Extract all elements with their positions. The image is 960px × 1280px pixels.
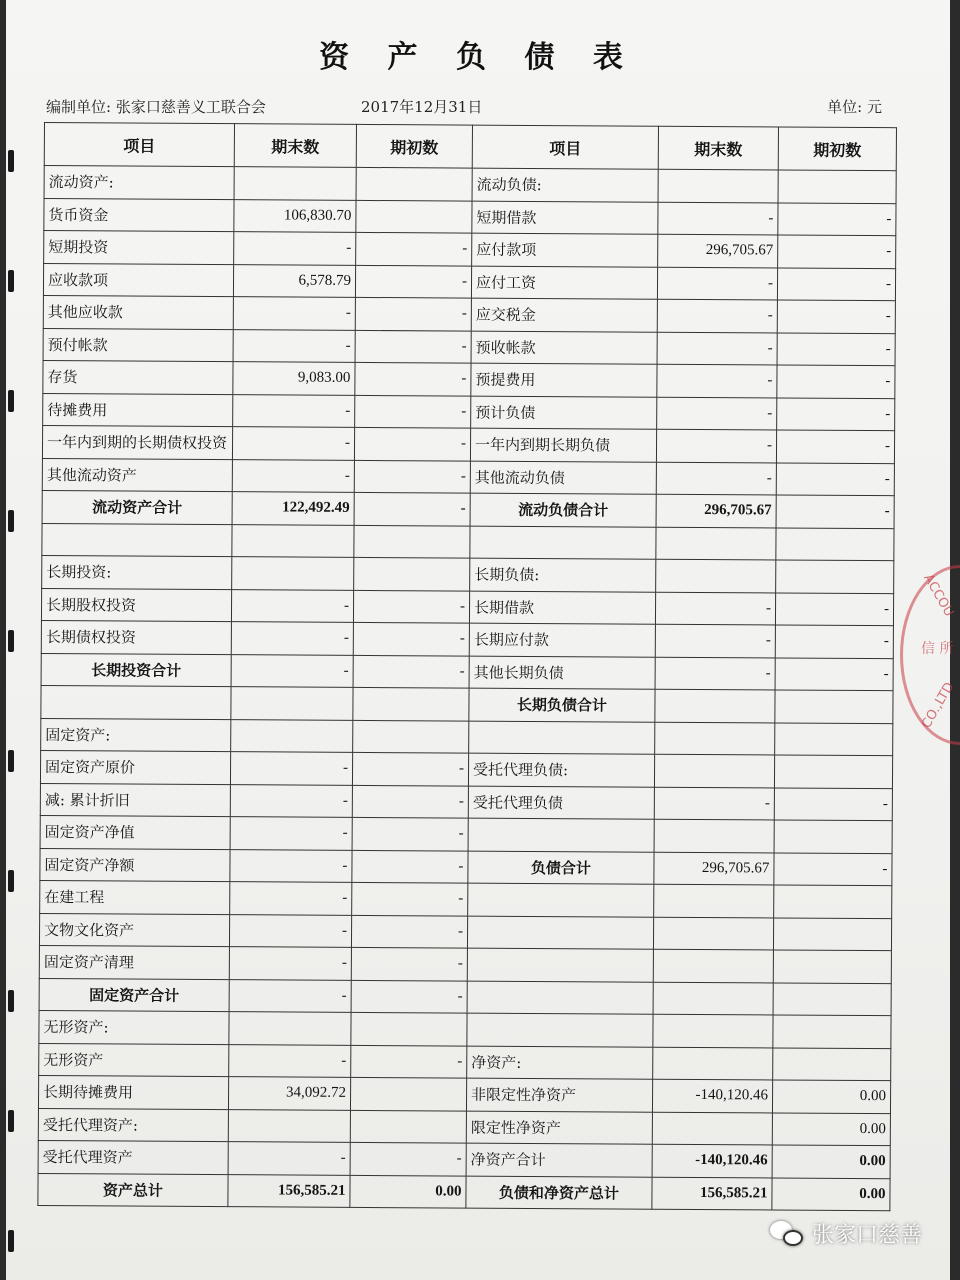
row-end-value-left bbox=[234, 167, 356, 200]
table-row bbox=[44, 166, 896, 204]
table-row bbox=[42, 425, 894, 463]
row-end-value-left: - bbox=[233, 329, 355, 362]
row-begin-value-right: - bbox=[775, 625, 893, 658]
reporting-unit: 编制单位: 张家口慈善义工联合会 bbox=[46, 98, 266, 116]
row-begin-value-right: - bbox=[775, 592, 893, 625]
row-end-value-right: 296,705.67 bbox=[658, 234, 778, 267]
row-end-value-right: - bbox=[656, 429, 776, 462]
row-item-left: 一年内到期的长期债权投资 bbox=[42, 425, 232, 459]
row-end-value-right: - bbox=[655, 657, 775, 690]
row-begin-value-left: - bbox=[355, 265, 471, 298]
row-begin-value-left: - bbox=[355, 362, 471, 395]
table-row bbox=[38, 1108, 890, 1146]
row-begin-value-left bbox=[354, 557, 470, 590]
row-end-value-right: - bbox=[657, 267, 777, 300]
row-begin-value-right: 0.00 bbox=[772, 1177, 890, 1210]
row-begin-value-left: - bbox=[353, 655, 469, 688]
row-item-right: 其他长期负债 bbox=[469, 656, 655, 690]
row-begin-value-left: - bbox=[352, 850, 468, 883]
row-item-left: 其他应收款 bbox=[43, 295, 233, 329]
row-item-right bbox=[467, 948, 653, 982]
row-begin-value-right: - bbox=[777, 267, 895, 300]
table-row bbox=[43, 360, 895, 398]
row-end-value-left: - bbox=[230, 849, 352, 882]
row-end-value-left: - bbox=[231, 622, 353, 655]
binding-hole bbox=[8, 1230, 14, 1252]
binding-hole bbox=[8, 990, 14, 1012]
table-row bbox=[39, 945, 891, 983]
row-end-value-left bbox=[232, 524, 354, 557]
row-end-value-right bbox=[653, 949, 773, 982]
row-begin-value-left: - bbox=[350, 1142, 466, 1175]
column-header: 期初数 bbox=[778, 127, 896, 171]
row-end-value-right: - bbox=[657, 332, 777, 365]
row-begin-value-left: - bbox=[351, 980, 467, 1013]
row-begin-value-right: - bbox=[774, 787, 892, 820]
column-header: 项目 bbox=[472, 125, 658, 169]
binding-hole bbox=[8, 630, 14, 652]
row-item-right: 应付款项 bbox=[472, 233, 658, 267]
row-end-value-right: - bbox=[657, 299, 777, 332]
row-begin-value-left: - bbox=[353, 622, 469, 655]
row-item-left: 其他流动资产 bbox=[42, 458, 232, 492]
row-begin-value-right: - bbox=[774, 852, 892, 885]
row-begin-value-right bbox=[776, 527, 894, 560]
row-end-value-left: - bbox=[228, 1142, 350, 1175]
row-item-left bbox=[42, 523, 232, 557]
row-item-left: 固定资产净值 bbox=[40, 815, 230, 849]
row-end-value-left: - bbox=[233, 394, 355, 427]
table-row bbox=[41, 620, 893, 658]
row-begin-value-right: - bbox=[777, 397, 895, 430]
binding-hole bbox=[8, 1110, 14, 1132]
row-end-value-left: - bbox=[231, 589, 353, 622]
row-begin-value-left bbox=[350, 1110, 466, 1143]
row-begin-value-right: 0.00 bbox=[772, 1080, 890, 1113]
row-item-right bbox=[468, 883, 654, 917]
row-begin-value-left: - bbox=[351, 1045, 467, 1078]
row-item-left: 应收款项 bbox=[43, 263, 233, 297]
row-end-value-left: - bbox=[229, 947, 351, 980]
table-row bbox=[43, 328, 895, 366]
row-item-right: 长期负债合计 bbox=[469, 688, 655, 722]
row-begin-value-right bbox=[774, 820, 892, 853]
table-row bbox=[40, 750, 892, 788]
row-item-right: 流动负债合计 bbox=[470, 493, 656, 527]
column-header: 期末数 bbox=[658, 126, 778, 170]
table-row bbox=[44, 198, 896, 236]
table-row bbox=[44, 231, 896, 269]
row-end-value-right bbox=[653, 1047, 773, 1080]
table-row bbox=[41, 718, 893, 756]
binding-hole bbox=[8, 750, 14, 772]
row-end-value-right: - bbox=[658, 202, 778, 235]
row-item-right: 受托代理负债 bbox=[468, 786, 654, 820]
row-end-value-left: - bbox=[229, 914, 351, 947]
row-begin-value-left: - bbox=[355, 395, 471, 428]
table-row bbox=[40, 880, 892, 918]
row-item-right: 负债合计 bbox=[468, 851, 654, 885]
row-end-value-left: - bbox=[229, 979, 351, 1012]
row-item-left: 资产总计 bbox=[38, 1173, 228, 1207]
row-begin-value-left: - bbox=[352, 752, 468, 785]
row-item-left: 在建工程 bbox=[40, 880, 230, 914]
table-row bbox=[38, 1140, 890, 1178]
row-begin-value-left: - bbox=[354, 427, 470, 460]
row-item-right: 净资产: bbox=[467, 1046, 653, 1080]
row-item-left: 货币资金 bbox=[44, 198, 234, 232]
table-row bbox=[42, 490, 894, 528]
row-end-value-right bbox=[652, 1112, 772, 1145]
row-end-value-left: - bbox=[234, 232, 356, 265]
row-item-left: 减: 累计折旧 bbox=[40, 783, 230, 817]
row-begin-value-left: - bbox=[355, 330, 471, 363]
row-begin-value-left: - bbox=[356, 232, 472, 265]
row-item-right: 流动负债: bbox=[472, 168, 658, 202]
row-begin-value-left: - bbox=[352, 817, 468, 850]
row-end-value-left: - bbox=[232, 427, 354, 460]
row-item-left: 无形资产 bbox=[39, 1043, 229, 1077]
row-begin-value-right: - bbox=[776, 430, 894, 463]
table-row bbox=[41, 685, 893, 723]
row-begin-value-right: - bbox=[777, 300, 895, 333]
row-begin-value-left: - bbox=[352, 785, 468, 818]
row-begin-value-left: - bbox=[354, 460, 470, 493]
row-end-value-left bbox=[228, 1109, 350, 1142]
row-end-value-right bbox=[654, 884, 774, 917]
row-end-value-right: - bbox=[655, 624, 775, 657]
row-item-left: 文物文化资产 bbox=[39, 913, 229, 947]
row-end-value-left: 6,578.79 bbox=[233, 264, 355, 297]
row-item-right bbox=[470, 526, 656, 560]
row-item-left: 流动资产合计 bbox=[42, 490, 232, 524]
row-end-value-right: -140,120.46 bbox=[652, 1079, 772, 1112]
row-end-value-left: - bbox=[232, 459, 354, 492]
table-row bbox=[42, 523, 894, 561]
row-end-value-right bbox=[655, 722, 775, 755]
row-end-value-right bbox=[655, 689, 775, 722]
row-end-value-left: 34,092.72 bbox=[228, 1077, 350, 1110]
row-end-value-right: - bbox=[657, 364, 777, 397]
row-item-right: 负债和净资产总计 bbox=[466, 1176, 652, 1210]
row-item-left: 长期债权投资 bbox=[41, 620, 231, 654]
row-end-value-left: - bbox=[229, 1044, 351, 1077]
row-item-left: 长期股权投资 bbox=[41, 588, 231, 622]
column-header: 项目 bbox=[44, 123, 234, 167]
row-item-right: 受托代理负债: bbox=[468, 753, 654, 787]
row-item-right: 预计负债 bbox=[471, 396, 657, 430]
row-begin-value-right: 0.00 bbox=[772, 1112, 890, 1145]
table-row bbox=[43, 263, 895, 301]
table-row bbox=[39, 1043, 891, 1081]
row-begin-value-left: - bbox=[351, 915, 467, 948]
row-begin-value-right bbox=[773, 1015, 891, 1048]
row-begin-value-right: - bbox=[778, 202, 896, 235]
row-end-value-right bbox=[658, 169, 778, 202]
binding-hole bbox=[8, 270, 14, 292]
row-end-value-right bbox=[653, 917, 773, 950]
row-item-left: 存货 bbox=[43, 360, 233, 394]
watermark-text: 张家口慈善 bbox=[812, 1223, 923, 1248]
row-end-value-left: - bbox=[230, 784, 352, 817]
row-item-left: 受托代理资产: bbox=[38, 1108, 228, 1142]
row-item-right: 限定性净资产 bbox=[466, 1111, 652, 1145]
row-item-left: 无形资产: bbox=[39, 1010, 229, 1044]
row-begin-value-right bbox=[774, 755, 892, 788]
document-page bbox=[6, 0, 950, 1280]
row-begin-value-left bbox=[353, 720, 469, 753]
row-item-right bbox=[467, 981, 653, 1015]
row-item-left: 待摊费用 bbox=[43, 393, 233, 427]
row-item-left: 短期投资 bbox=[44, 231, 234, 265]
row-end-value-left: - bbox=[233, 297, 355, 330]
currency-unit: 单位: 元 bbox=[827, 98, 882, 116]
row-begin-value-right bbox=[773, 1047, 891, 1080]
binding-hole bbox=[8, 150, 14, 172]
row-begin-value-right bbox=[773, 982, 891, 1015]
column-header: 期末数 bbox=[234, 124, 356, 168]
table-row bbox=[42, 555, 894, 593]
row-item-left: 固定资产: bbox=[41, 718, 231, 752]
wechat-icon bbox=[770, 1219, 804, 1249]
table-row bbox=[41, 588, 893, 626]
row-begin-value-left: - bbox=[355, 297, 471, 330]
row-begin-value-right: - bbox=[777, 332, 895, 365]
row-item-right: 长期负债: bbox=[470, 558, 656, 592]
row-end-value-right bbox=[656, 527, 776, 560]
row-item-right: 应交税金 bbox=[471, 298, 657, 332]
table-header-row bbox=[44, 123, 896, 171]
row-item-left: 长期投资合计 bbox=[41, 653, 231, 687]
report-date: 2017年12月31日 bbox=[361, 98, 483, 116]
row-end-value-right bbox=[653, 982, 773, 1015]
row-item-right: 一年内到期长期负债 bbox=[470, 428, 656, 462]
table-row bbox=[43, 393, 895, 431]
row-item-right bbox=[467, 916, 653, 950]
binding-holes bbox=[6, 0, 26, 1280]
row-end-value-right: -140,120.46 bbox=[652, 1144, 772, 1177]
accounting-firm-stamp: ACCOU 信 所 CO.,LTD bbox=[900, 565, 960, 745]
row-begin-value-right: 0.00 bbox=[772, 1145, 890, 1178]
row-item-left: 固定资产净额 bbox=[40, 848, 230, 882]
row-end-value-left bbox=[231, 719, 353, 752]
row-item-right: 长期借款 bbox=[469, 591, 655, 625]
row-begin-value-right bbox=[774, 885, 892, 918]
row-begin-value-left bbox=[354, 525, 470, 558]
binding-hole bbox=[8, 390, 14, 412]
wechat-watermark bbox=[770, 1218, 922, 1249]
row-item-right bbox=[467, 1013, 653, 1047]
table-row bbox=[42, 458, 894, 496]
row-item-left: 预付帐款 bbox=[43, 328, 233, 362]
row-begin-value-right bbox=[773, 950, 891, 983]
table-row bbox=[40, 848, 892, 886]
document-title: 资 产 负 债 表 bbox=[319, 40, 637, 75]
binding-hole bbox=[8, 870, 14, 892]
row-end-value-left bbox=[229, 1012, 351, 1045]
row-item-left: 长期投资: bbox=[42, 555, 232, 589]
table-row bbox=[40, 815, 892, 853]
row-begin-value-right bbox=[778, 170, 896, 203]
row-begin-value-right bbox=[773, 917, 891, 950]
row-item-right: 预提费用 bbox=[471, 363, 657, 397]
row-end-value-right bbox=[654, 754, 774, 787]
row-end-value-left: 122,492.49 bbox=[232, 492, 354, 525]
row-end-value-left: - bbox=[231, 654, 353, 687]
row-item-left: 固定资产原价 bbox=[40, 750, 230, 784]
column-header: 期初数 bbox=[356, 124, 472, 168]
row-end-value-left: 156,585.21 bbox=[228, 1174, 350, 1207]
table-row bbox=[39, 913, 891, 951]
row-end-value-left: - bbox=[230, 752, 352, 785]
table-row bbox=[38, 1173, 890, 1211]
row-begin-value-left: - bbox=[354, 492, 470, 525]
binding-hole bbox=[8, 510, 14, 532]
table-row bbox=[40, 783, 892, 821]
table-row bbox=[43, 295, 895, 333]
row-begin-value-right bbox=[775, 722, 893, 755]
row-begin-value-right bbox=[775, 690, 893, 723]
row-end-value-left: - bbox=[230, 882, 352, 915]
row-end-value-right bbox=[653, 1014, 773, 1047]
row-item-left bbox=[41, 685, 231, 719]
row-begin-value-left: - bbox=[352, 882, 468, 915]
table-row bbox=[38, 1075, 890, 1113]
row-begin-value-left bbox=[350, 1077, 466, 1110]
row-begin-value-right: - bbox=[778, 235, 896, 268]
row-item-right: 其他流动负债 bbox=[470, 461, 656, 495]
row-end-value-left: 106,830.70 bbox=[234, 199, 356, 232]
row-begin-value-left bbox=[356, 167, 472, 200]
row-begin-value-left bbox=[353, 687, 469, 720]
table-row bbox=[39, 1010, 891, 1048]
balance-sheet-table bbox=[37, 122, 897, 1211]
table-row bbox=[41, 653, 893, 691]
row-item-right: 非限定性净资产 bbox=[466, 1078, 652, 1112]
table-row bbox=[39, 978, 891, 1016]
row-begin-value-left bbox=[356, 200, 472, 233]
row-end-value-right: - bbox=[657, 397, 777, 430]
row-begin-value-left: - bbox=[351, 947, 467, 980]
row-item-right: 预收帐款 bbox=[471, 331, 657, 365]
row-end-value-right: 156,585.21 bbox=[652, 1177, 772, 1210]
row-end-value-right bbox=[654, 819, 774, 852]
row-end-value-left bbox=[232, 557, 354, 590]
row-item-right: 应付工资 bbox=[471, 266, 657, 300]
row-end-value-left: - bbox=[230, 817, 352, 850]
row-begin-value-left bbox=[351, 1012, 467, 1045]
row-end-value-right: 296,705.67 bbox=[654, 852, 774, 885]
row-begin-value-right bbox=[776, 560, 894, 593]
row-end-value-right: - bbox=[656, 462, 776, 495]
row-begin-value-left: 0.00 bbox=[350, 1175, 466, 1208]
row-item-left: 长期待摊费用 bbox=[38, 1075, 228, 1109]
row-item-left: 固定资产合计 bbox=[39, 978, 229, 1012]
row-item-left: 流动资产: bbox=[44, 166, 234, 200]
row-begin-value-right: - bbox=[776, 495, 894, 528]
row-end-value-right bbox=[656, 559, 776, 592]
row-begin-value-right: - bbox=[775, 657, 893, 690]
row-item-right bbox=[468, 818, 654, 852]
row-begin-value-right: - bbox=[777, 365, 895, 398]
row-end-value-left: 9,083.00 bbox=[233, 362, 355, 395]
row-begin-value-left: - bbox=[353, 590, 469, 623]
row-end-value-right: 296,705.67 bbox=[656, 494, 776, 527]
row-item-right: 净资产合计 bbox=[466, 1143, 652, 1177]
row-item-left: 固定资产清理 bbox=[39, 945, 229, 979]
row-item-left: 受托代理资产 bbox=[38, 1140, 228, 1174]
row-end-value-left bbox=[231, 687, 353, 720]
row-item-right: 长期应付款 bbox=[469, 623, 655, 657]
row-item-right bbox=[469, 721, 655, 755]
row-begin-value-right: - bbox=[776, 462, 894, 495]
row-end-value-right: - bbox=[655, 592, 775, 625]
row-end-value-right: - bbox=[654, 787, 774, 820]
row-item-right: 短期借款 bbox=[472, 201, 658, 235]
